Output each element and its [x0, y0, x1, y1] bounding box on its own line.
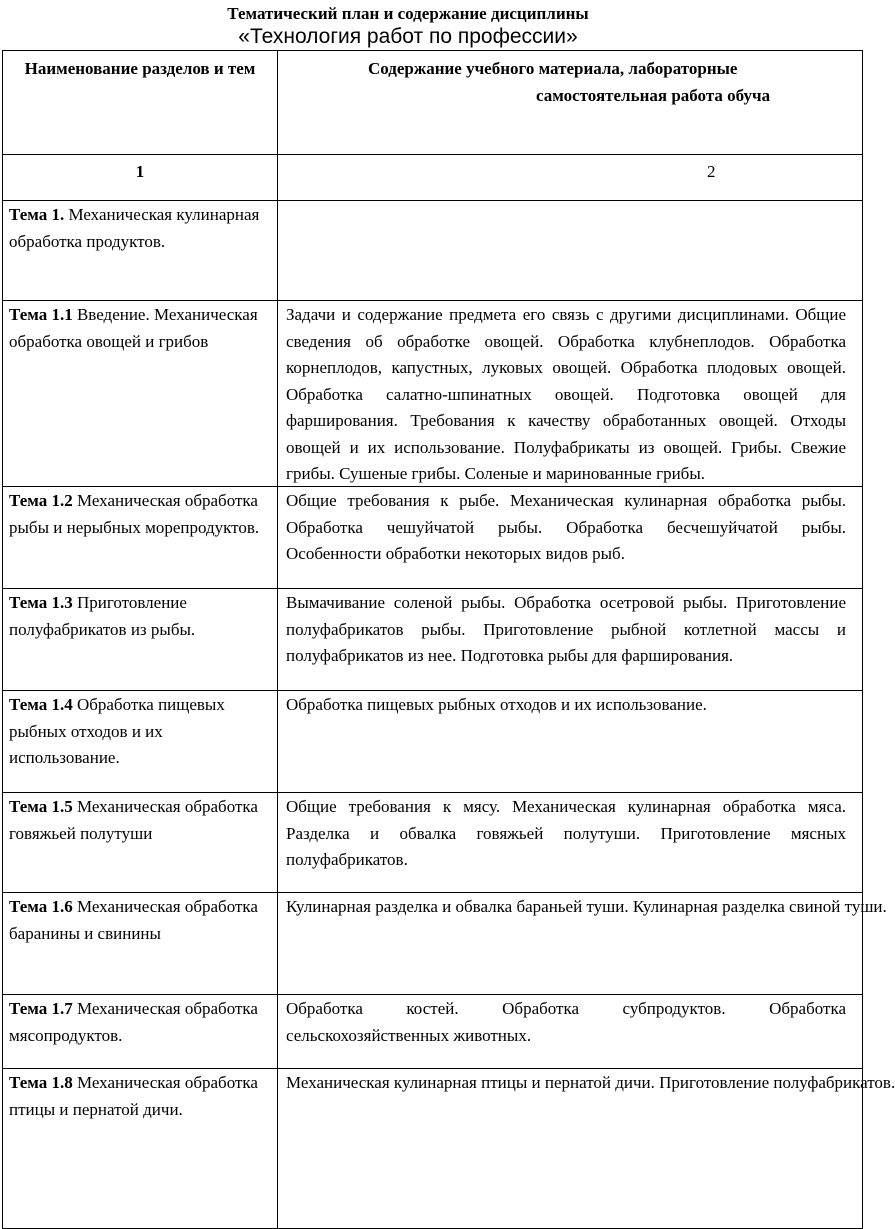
table-row [3, 995, 863, 1069]
column-header-content-line2: самостоятельная работа обуча [536, 85, 771, 105]
content-text: Задачи и содержание предмета его связь с другими дисциплинами. Общие сведения об обработке овощей. Обработка клубнеплодов. Обработка корнеплодов, капустных, луковых овощей. Обработка плодовых овощей. Обработка салатно-шпинатных овощей. Подготовка овощей для фарширования. Требования к качеству обработанных овощей. Отходы овощей и их использование. Полуфабрикаты из овощей. Грибы. Свежие грибы. Сушеные грибы. Соленые и маринованные грибы. [286, 305, 846, 483]
topic-title: Введение. Механическая обработка овощей и грибов [9, 305, 258, 351]
topic-title: Механическая обработка рыбы и нерыбных морепродуктов. [9, 491, 260, 537]
table-row [3, 201, 863, 301]
table-row [3, 301, 863, 487]
discipline-name: «Технология работ по профессии» [238, 25, 578, 48]
content-text: Вымачивание соленой рыбы. Обработка осетровой рыбы. Приготовление полуфабрикатов рыбы. Приготовление рыбной котлетной массы и полуфабрикатов из нее. Подготовка рыбы для фарширования. [286, 593, 846, 665]
content-cell [278, 201, 863, 301]
topic-number: Тема 1.7 [9, 999, 73, 1018]
topic-title: Механическая обработка птицы и пернатой дичи. [9, 1073, 258, 1119]
topic-number: Тема 1. [9, 205, 65, 224]
topic-cell [3, 589, 278, 691]
table-row [3, 589, 863, 691]
content-cell [278, 995, 863, 1069]
topic-number: Тема 1.1 [9, 305, 73, 324]
content-cell [278, 301, 863, 487]
topic-cell [3, 995, 278, 1069]
content-cell [278, 893, 887, 995]
table-row [3, 487, 863, 589]
column-number-1: 1 [3, 155, 278, 201]
content-text: Обработка пищевых рыбных отходов и их использование. [286, 695, 707, 714]
content-cell [278, 487, 863, 589]
column-header-topics [3, 51, 278, 155]
topic-number: Тема 1.5 [9, 797, 73, 816]
topic-cell [3, 1069, 278, 1229]
topic-cell [3, 793, 278, 893]
content-text: Общие требования к мясу. Механическая кулинарная обработка мяса. Разделка и обвалка говяжьей полутуши. Приготовление мясных полуфабрикатов. [286, 797, 846, 869]
topic-title: Механическая обработка мясопродуктов. [9, 999, 258, 1045]
topic-cell [3, 301, 278, 487]
column-header-content [278, 51, 863, 155]
topic-number: Тема 1.2 [9, 491, 73, 510]
topic-number: Тема 1.8 [9, 1073, 73, 1092]
content-cell [278, 793, 863, 893]
table-header-row [3, 51, 863, 155]
document-title: Тематический план и содержание дисциплины [227, 4, 589, 23]
column-header-content-line1: Содержание учебного материала, лабораторные [368, 59, 738, 78]
topic-title: Механическая обработка баранины и свинины [9, 897, 258, 943]
content-text: Механическая кулинарная птицы и пернатой дичи. Приготовление полуфабрикатов. [286, 1073, 895, 1092]
topic-cell [3, 691, 278, 793]
table-row [3, 793, 863, 893]
topic-number: Тема 1.3 [9, 593, 73, 612]
content-cell [278, 1069, 895, 1229]
column-number-2: 2 [278, 155, 863, 201]
table-row [3, 893, 863, 995]
column-header-topics-text: Наименование разделов и тем [24, 59, 256, 78]
content-text: Обработка костей. Обработка субпродуктов. Обработка сельскохозяйственных животных. [286, 999, 846, 1045]
column-number-row [3, 155, 863, 201]
topic-cell [3, 487, 278, 589]
topic-cell [3, 893, 278, 995]
topic-cell [3, 201, 278, 301]
topic-title: Механическая обработка говяжьей полутуши [9, 797, 258, 843]
thematic-plan-table-viewport [2, 50, 895, 1216]
thematic-plan-table [2, 50, 895, 1229]
content-text: Кулинарная разделка и обвалка бараньей туши. Кулинарная разделка свиной туши. [286, 897, 887, 916]
content-cell [278, 589, 863, 691]
topic-number: Тема 1.6 [9, 897, 73, 916]
table-row [3, 1069, 863, 1229]
content-text: Общие требования к рыбе. Механическая кулинарная обработка рыбы. Обработка чешуйчатой рыбы. Обработка бесчешуйчатой рыбы. Особенности обработки некоторых видов рыб. [286, 491, 846, 563]
topic-number: Тема 1.4 [9, 695, 73, 714]
table-row [3, 691, 863, 793]
topic-title: Приготовление полуфабрикатов из рыбы. [9, 593, 196, 639]
topic-title: Механическая кулинарная обработка продуктов. [9, 205, 260, 251]
content-cell [278, 691, 863, 793]
topic-title: Обработка пищевых рыбных отходов и их использование. [9, 695, 225, 767]
